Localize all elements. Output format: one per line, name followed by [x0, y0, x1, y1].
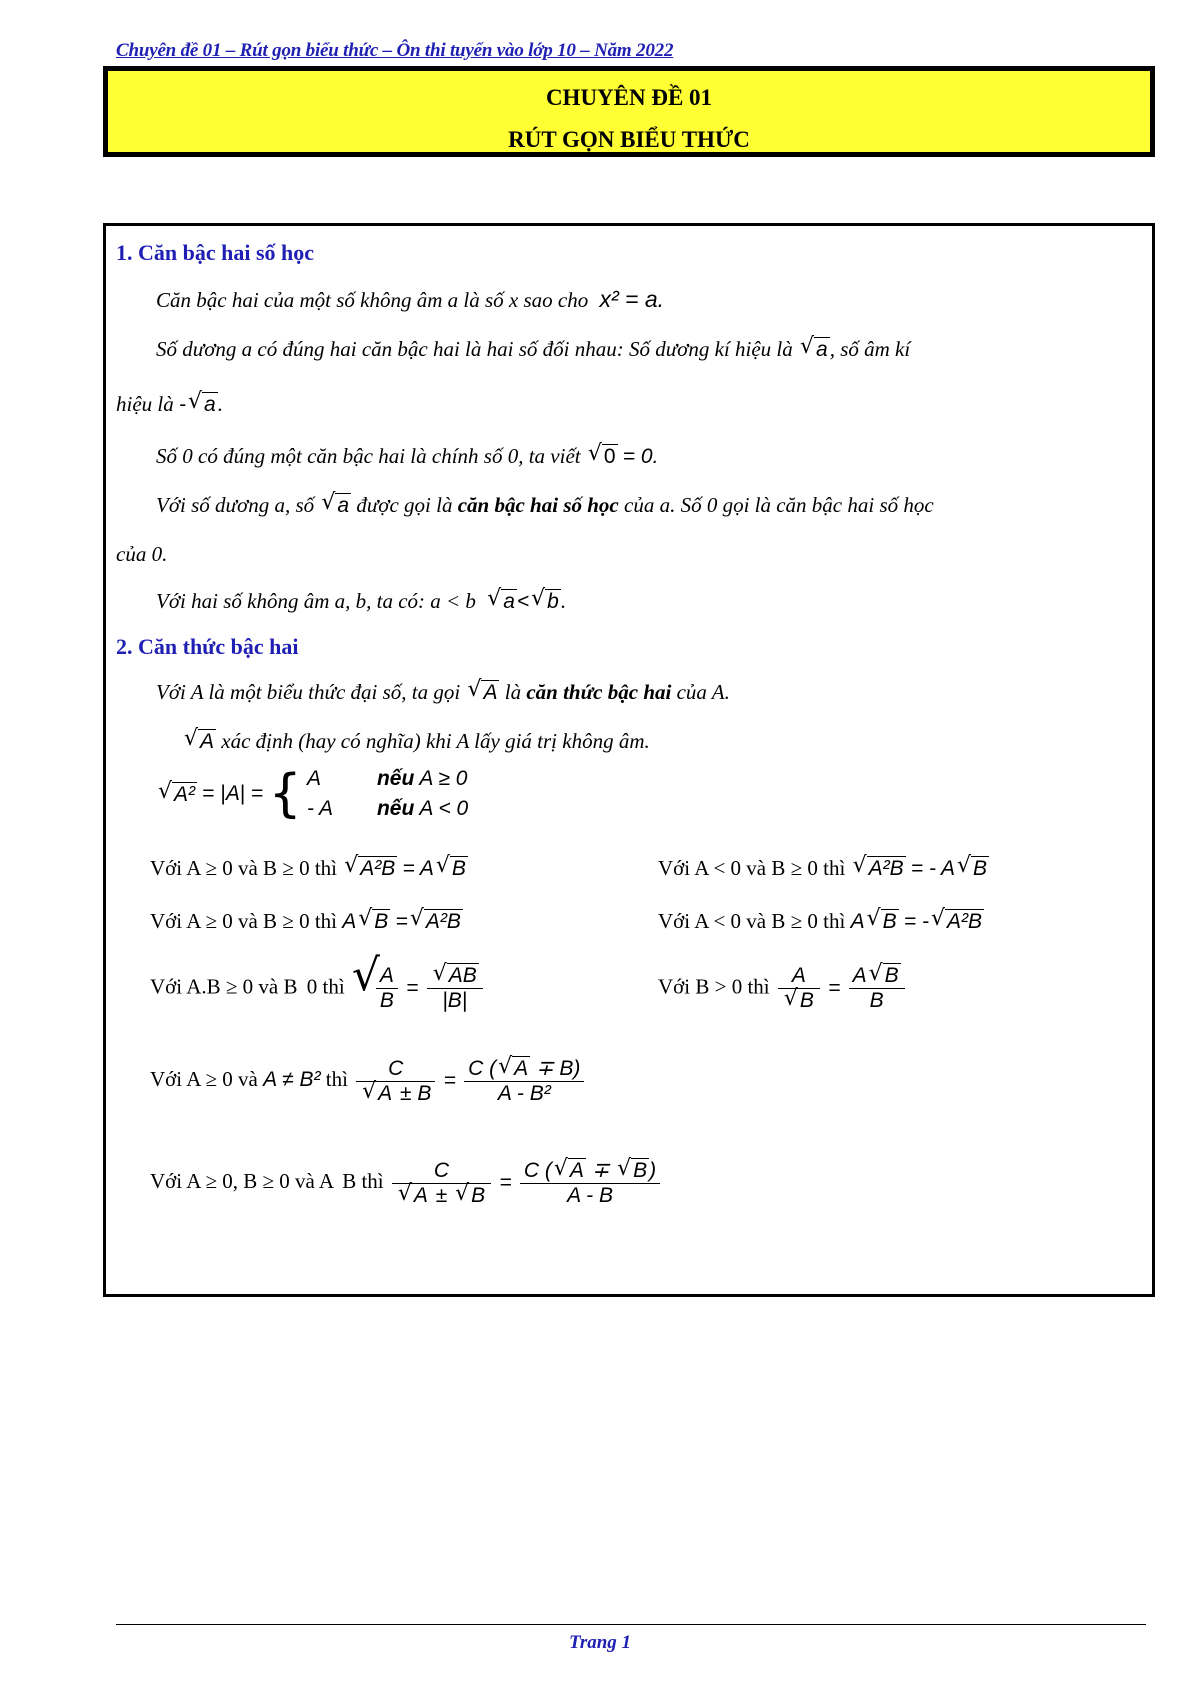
- s1-paragraph-2-cont: hiệu là - √ a.: [116, 389, 223, 416]
- rule-3-right: Với B > 0 thì A √ B = A √ B B: [654, 964, 908, 1013]
- formula-abs-value: √ A² = |A| = { A nếu A ≥ 0 - A nếu A < 0: [158, 764, 469, 824]
- s1-paragraph-1: Căn bậc hai của một số không âm a là số x sao cho x² = a.: [156, 286, 665, 312]
- s2-paragraph-2: √ A xác định (hay có nghĩa) khi A lấy giá trị không âm.: [184, 726, 650, 753]
- sqrt-a: √ a: [321, 490, 350, 517]
- section-2-heading: 2. Căn thức bậc hai: [116, 634, 299, 659]
- running-header: Chuyên đề 01 – Rút gọn biểu thức – Ôn thi tuyển vào lớp 10 – Năm 2022: [116, 40, 674, 61]
- content-box: [103, 223, 1155, 1297]
- rule-4: Với A ≥ 0 và A ≠ B² thì C √ A ± B = C ( √ A ∓ B) A - B²: [146, 1056, 587, 1106]
- s1-paragraph-2: Số dương a có đúng hai căn bậc hai là hai số đối nhau: Số dương kí hiệu là √ a, số âm kí: [156, 334, 911, 361]
- s1-paragraph-4-cont: của 0.: [116, 542, 168, 566]
- rule-3-left: Với A.B ≥ 0 và B 0 thì √ $\frac{A}{B}$ = √ AB |B|: [146, 964, 486, 1013]
- footer-divider: [116, 1624, 1146, 1625]
- title-line-1: CHUYÊN ĐỀ 01: [545, 85, 713, 110]
- rule-5: Với A ≥ 0, B ≥ 0 và A B thì C √ A ± √ B = C ( √ A ∓ √ B) A - B: [146, 1158, 663, 1208]
- s1-paragraph-4: Với số dương a, số √ a được gọi là căn bậc hai số học của a. Số 0 gọi là căn bậc hai số học: [156, 490, 934, 517]
- rule-1-left: Với A ≥ 0 và B ≥ 0 thì √ A²B = A √ B: [150, 853, 466, 880]
- minus-sqrt-a: √ a: [188, 389, 216, 416]
- rule-2-right: Với A < 0 và B ≥ 0 thì A √ B = - √ A²B: [658, 906, 982, 933]
- title-box: [103, 66, 1155, 157]
- sqrt-a: √ a: [800, 334, 828, 361]
- title-line-2: RÚT GỌN BIỂU THỨC: [508, 127, 750, 152]
- term-quadratic-radical: căn thức bậc hai: [526, 680, 672, 704]
- s2-paragraph-1: Với A là một biểu thức đại số, ta gọi √ A là căn thức bậc hai của A.: [156, 677, 730, 704]
- term-arithmetic-root: căn bậc hai số học: [457, 493, 619, 517]
- section-1-heading: 1. Căn bậc hai số học: [116, 240, 315, 265]
- sqrt-zero: √ 0: [587, 441, 616, 468]
- s1-paragraph-3: Số 0 có đúng một căn bậc hai là chính số 0, ta viết √ 0 = 0.: [156, 441, 659, 468]
- rule-2-left: Với A ≥ 0 và B ≥ 0 thì A √ B = √ A²B: [150, 906, 461, 933]
- s1-paragraph-5: Với hai số không âm a, b, ta có: a < b √ a< √ b.: [156, 586, 567, 613]
- page-number: Trang 1: [568, 1632, 632, 1653]
- formula-x-squared: x² = a.: [599, 286, 665, 312]
- rule-1-right: Với A < 0 và B ≥ 0 thì √ A²B = - A √ B: [658, 853, 988, 880]
